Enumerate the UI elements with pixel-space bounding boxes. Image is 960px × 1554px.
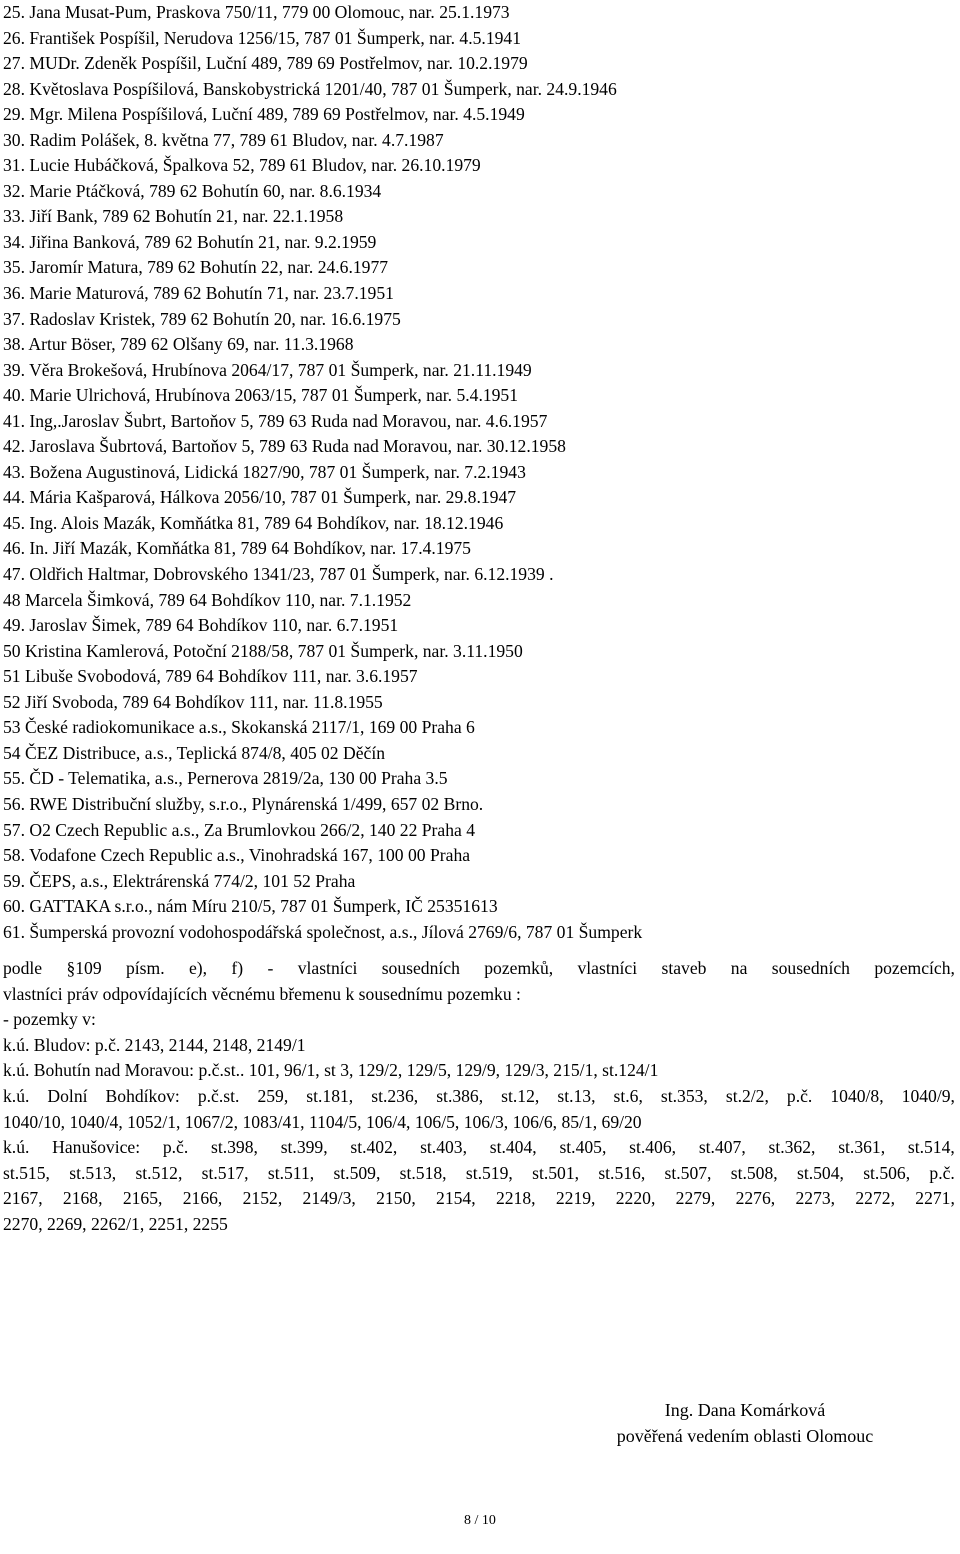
clause-word: 259, — [257, 1085, 289, 1106]
list-item: 52 Jiří Svoboda, 789 64 Bohdíkov 111, nar. 11.8.1955 — [3, 691, 383, 712]
list-item: 60. GATTAKA s.r.o., nám Míru 210/5, 787 01 Šumperk, IČ 25351613 — [3, 896, 498, 917]
clause-word: 1040/8, — [830, 1085, 884, 1106]
clause-word: st.362, — [768, 1137, 816, 1158]
clause-word: st.501, — [532, 1162, 580, 1183]
clause-word: st.513, — [69, 1162, 117, 1183]
clause-word: k.ú. — [3, 1137, 30, 1158]
clause-word: st.516, — [598, 1162, 646, 1183]
clause-word: 2272, — [855, 1188, 895, 1209]
list-item: 56. RWE Distribuční služby, s.r.o., Plynárenská 1/499, 657 02 Brno. — [3, 793, 484, 814]
clause-word: st.403, — [420, 1137, 467, 1158]
clause-word: st.406, — [629, 1137, 677, 1158]
clause-word: pozemcích, — [874, 958, 955, 978]
clause-line-3: - pozemky v: — [3, 1009, 96, 1030]
clause-word: p.č. — [162, 1137, 189, 1158]
clause-line-6 — [3, 1084, 955, 1110]
list-item: 47. Oldřich Haltmar, Dobrovského 1341/23, 787 01 Šumperk, nar. 6.12.1939 . — [3, 564, 554, 585]
clause-word: 2168, — [62, 1188, 103, 1209]
clause-word: 2150, — [376, 1188, 416, 1209]
clause-word: st.508, — [730, 1162, 778, 1183]
clause-word: §109 — [66, 958, 102, 978]
clause-word: st.504, — [796, 1162, 844, 1183]
clause-word: podle — [3, 958, 43, 978]
clause-word: - — [267, 958, 274, 978]
list-item: 27. MUDr. Zdeněk Pospíšil, Luční 489, 789 69 Postřelmov, nar. 10.2.1979 — [3, 53, 528, 74]
clause-word: st.509, — [333, 1162, 381, 1183]
clause-word: st.519, — [465, 1162, 513, 1183]
clause-line-8 — [3, 1135, 955, 1161]
list-item: 57. O2 Czech Republic a.s., Za Brumlovkou 266/2, 140 22 Praha 4 — [3, 819, 476, 840]
signature-block — [560, 1397, 930, 1449]
list-item: 29. Mgr. Milena Pospíšilová, Luční 489, 789 69 Postřelmov, nar. 4.5.1949 — [3, 104, 525, 125]
clause-word: st.518, — [399, 1162, 447, 1183]
clause-word: st.12, — [501, 1085, 540, 1106]
clause-word: Hanušovice: — [52, 1137, 141, 1158]
clause-word: Bohdíkov: — [105, 1085, 180, 1106]
clause-line-11: 2270, 2269, 2262/1, 2251, 2255 — [3, 1213, 228, 1234]
list-item: 43. Božena Augustinová, Lidická 1827/90, 787 01 Šumperk, nar. 7.2.1943 — [3, 461, 526, 482]
list-item: 25. Jana Musat-Pum, Praskova 750/11, 779 00 Olomouc, nar. 25.1.1973 — [3, 2, 510, 22]
clause-word: 2218, — [495, 1188, 536, 1209]
clause-word: 2167, — [3, 1188, 43, 1209]
clause-word: 2271, — [915, 1188, 955, 1209]
clause-word: 2273, — [795, 1188, 836, 1209]
list-item: 37. Radoslav Kristek, 789 62 Bohutín 20, nar. 16.6.1975 — [3, 308, 401, 329]
clause-word: vlastníci — [297, 958, 358, 978]
clause-word: staveb — [661, 958, 707, 978]
page-number: 8 / 10 — [464, 1513, 496, 1528]
clause-word: 1040/9, — [901, 1085, 955, 1106]
clause-word: st.407, — [698, 1137, 746, 1158]
list-item: 34. Jiřina Banková, 789 62 Bohutín 21, nar. 9.2.1959 — [3, 231, 377, 252]
list-item: 41. Ing,.Jaroslav Šubrt, Bartoňov 5, 789 63 Ruda nad Moravou, nar. 4.6.1957 — [3, 410, 548, 431]
clause-word: st.2/2, — [725, 1085, 769, 1106]
list-item: 42. Jaroslava Šubrtová, Bartoňov 5, 789 63 Ruda nad Moravou, nar. 30.12.1958 — [3, 436, 566, 457]
clause-line-4: k.ú. Bludov: p.č. 2143, 2144, 2148, 2149/1 — [3, 1034, 306, 1055]
clause-word: 2276, — [735, 1188, 776, 1209]
signatory-role: pověřená vedením oblasti Olomouc — [616, 1426, 874, 1446]
clause-word: st.398, — [211, 1137, 258, 1158]
clause-word: st.512, — [135, 1162, 183, 1183]
clause-word: p.č.st. — [197, 1085, 240, 1106]
clause-word: st.399, — [280, 1137, 328, 1158]
clause-word: st.514, — [907, 1137, 955, 1158]
clause-word: 2154, — [436, 1188, 476, 1209]
clause-section — [3, 956, 955, 1238]
clause-word: f) — [231, 958, 244, 978]
clause-word: st.515, — [3, 1162, 50, 1183]
clause-word: st.402, — [350, 1137, 398, 1158]
list-item: 59. ČEPS, a.s., Elektrárenská 774/2, 101 52 Praha — [3, 870, 356, 891]
clause-word: st.6, — [613, 1085, 643, 1106]
list-item: 36. Marie Maturová, 789 62 Bohutín 71, nar. 23.7.1951 — [3, 283, 394, 304]
clause-line-2: vlastníci práv odpovídajících věcnému břemenu k sousednímu pozemku : — [3, 983, 521, 1004]
clause-word: st.506, — [863, 1162, 911, 1183]
clause-word: st.361, — [838, 1137, 886, 1158]
clause-word: sousedních — [771, 958, 850, 978]
clause-line-5: k.ú. Bohutín nad Moravou: p.č.st.. 101, 96/1, st 3, 129/2, 129/5, 129/9, 129/3, 215/1, st.124/1 — [3, 1060, 659, 1081]
list-item: 28. Květoslava Pospíšilová, Banskobystrická 1201/40, 787 01 Šumperk, nar. 24.9.1946 — [3, 78, 617, 99]
clause-word: p.č. — [929, 1162, 955, 1183]
list-item: 26. František Pospíšil, Nerudova 1256/15, 787 01 Šumperk, nar. 4.5.1941 — [3, 27, 522, 48]
clause-word: st.404, — [489, 1137, 537, 1158]
clause-word: vlastníci — [577, 958, 638, 978]
clause-word: st.353, — [660, 1085, 708, 1106]
list-item: 54 ČEZ Distribuce, a.s., Teplická 874/8, 405 02 Děčín — [3, 742, 386, 763]
clause-word: 2166, — [182, 1188, 223, 1209]
clause-word: st.517, — [201, 1162, 249, 1183]
list-item: 32. Marie Ptáčková, 789 62 Bohutín 60, nar. 8.6.1934 — [3, 180, 382, 201]
clause-word: sousedních — [381, 958, 460, 978]
clause-word: 2220, — [615, 1188, 656, 1209]
list-item: 51 Libuše Svobodová, 789 64 Bohdíkov 111, nar. 3.6.1957 — [3, 666, 418, 687]
clause-line-9 — [3, 1161, 955, 1187]
clause-word: st.386, — [436, 1085, 484, 1106]
clause-word: 2152, — [242, 1188, 283, 1209]
list-item: 35. Jaromír Matura, 789 62 Bohutín 22, nar. 24.6.1977 — [3, 257, 389, 278]
list-item: 55. ČD - Telematika, a.s., Pernerova 2819/2a, 130 00 Praha 3.5 — [3, 768, 448, 789]
clause-word: pozemků, — [484, 958, 554, 978]
list-item: 48 Marcela Šimková, 789 64 Bohdíkov 110, nar. 7.1.1952 — [3, 589, 412, 610]
signatory-name: Ing. Dana Komárková — [664, 1400, 826, 1420]
list-item: 45. Ing. Alois Mazák, Komňátka 81, 789 64 Bohdíkov, nar. 18.12.1946 — [3, 512, 504, 533]
list-item: 30. Radim Polášek, 8. května 77, 789 61 Bludov, nar. 4.7.1987 — [3, 129, 444, 150]
owner-list — [3, 0, 953, 945]
list-item: 53 České radiokomunikace a.s., Skokanská 2117/1, 169 00 Praha 6 — [3, 717, 475, 738]
list-item: 44. Mária Kašparová, Hálkova 2056/10, 787 01 Šumperk, nar. 29.8.1947 — [3, 487, 517, 508]
clause-line-10 — [3, 1186, 955, 1212]
clause-word: 2165, — [122, 1188, 163, 1209]
clause-line-1 — [3, 956, 955, 982]
clause-word: st.181, — [306, 1085, 354, 1106]
list-item: 50 Kristina Kamlerová, Potoční 2188/58, 787 01 Šumperk, nar. 3.11.1950 — [3, 640, 523, 661]
list-item: 39. Věra Brokešová, Hrubínova 2064/17, 787 01 Šumperk, nar. 21.11.1949 — [3, 359, 532, 380]
clause-word: e), — [188, 958, 208, 978]
clause-word: st.236, — [371, 1085, 419, 1106]
clause-word: na — [730, 958, 748, 978]
clause-word: písm. — [126, 958, 165, 978]
list-item: 58. Vodafone Czech Republic a.s., Vinohradská 167, 100 00 Praha — [3, 845, 471, 866]
clause-word: p.č. — [786, 1085, 813, 1106]
list-item: 49. Jaroslav Šimek, 789 64 Bohdíkov 110, nar. 6.7.1951 — [3, 615, 399, 636]
clause-word: st.511, — [267, 1162, 315, 1183]
clause-word: 2219, — [555, 1188, 596, 1209]
list-item: 33. Jiří Bank, 789 62 Bohutín 21, nar. 22.1.1958 — [3, 206, 344, 227]
list-item: 31. Lucie Hubáčková, Špalkova 52, 789 61 Bludov, nar. 26.10.1979 — [3, 155, 481, 176]
list-item: 46. In. Jiří Mazák, Komňátka 81, 789 64 Bohdíkov, nar. 17.4.1975 — [3, 538, 471, 559]
list-item: 61. Šumperská provozní vodohospodářská společnost, a.s., Jílová 2769/6, 787 01 Šumperk — [3, 921, 643, 942]
clause-word: st.507, — [664, 1162, 712, 1183]
clause-word: Dolní — [47, 1085, 88, 1106]
clause-word: k.ú. — [3, 1085, 30, 1106]
clause-word: 2149/3, — [302, 1188, 356, 1209]
clause-word: st.405, — [559, 1137, 607, 1158]
clause-line-7: 1040/10, 1040/4, 1052/1, 1067/2, 1083/41, 1104/5, 106/4, 106/5, 106/3, 106/6, 85/1, 69/20 — [3, 1111, 642, 1132]
list-item: 38. Artur Böser, 789 62 Olšany 69, nar. 11.3.1968 — [3, 334, 354, 355]
clause-word: st.13, — [557, 1085, 596, 1106]
clause-word: 2279, — [675, 1188, 716, 1209]
list-item: 40. Marie Ulrichová, Hrubínova 2063/15, 787 01 Šumperk, nar. 5.4.1951 — [3, 385, 519, 406]
